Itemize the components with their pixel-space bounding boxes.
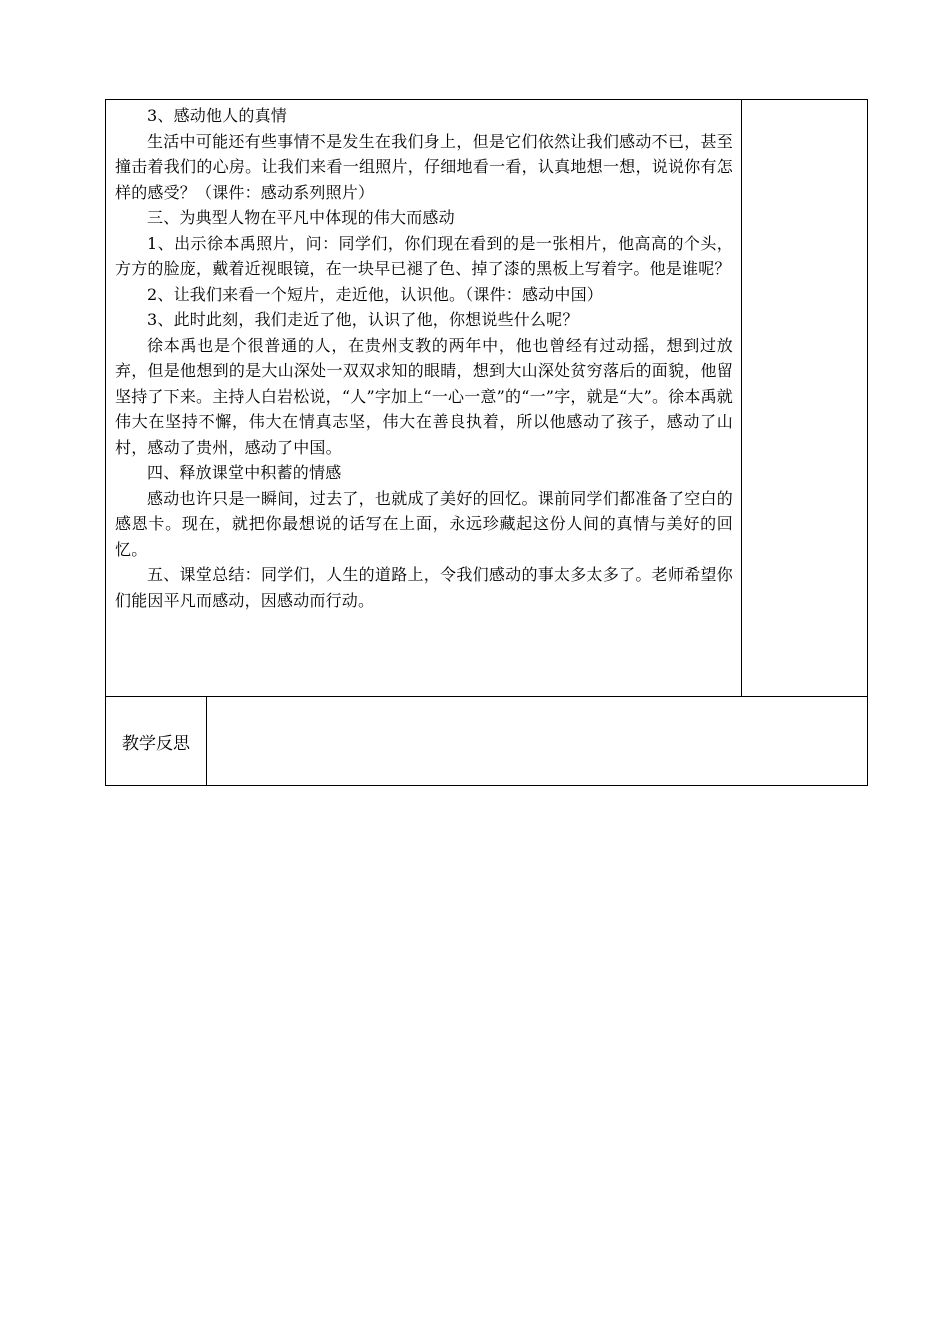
reflection-label: 教学反思 <box>106 697 207 785</box>
paragraph: 感动也许只是一瞬间，过去了，也就成了美好的回忆。课前同学们都准备了空白的感恩卡。现在，就把你最想说的话写在上面，永远珍藏起这份人间的真情与美好的回忆。 <box>115 488 733 559</box>
paragraph: 3、感动他人的真情 <box>147 106 287 125</box>
lesson-plan-table <box>105 99 868 786</box>
paragraph: 生活中可能还有些事情不是发生在我们身上，但是它们依然让我们感动不已，甚至撞击着我们的心房。让我们来看一组照片，仔细地看一看，认真地想一想，说说你有怎样的感受？（课件：感动系列照片） <box>115 131 733 202</box>
paragraph: 3、此时此刻，我们走近了他，认识了他，你想说些什么呢？ <box>147 310 579 329</box>
paragraph: 四、释放课堂中积蓄的情感 <box>147 463 342 482</box>
paragraph: 2、让我们来看一个短片，走近他，认识他。（课件：感动中国） <box>147 284 603 304</box>
paragraph: 五、课堂总结：同学们，人生的道路上，令我们感动的事太多太多了。老师希望你们能因平凡而感动，因感动而行动。 <box>115 565 733 610</box>
paragraph: 三、为典型人物在平凡中体现的伟大而感动 <box>147 208 455 227</box>
notes-cell <box>742 100 867 697</box>
paragraph: 1、出示徐本禹照片，问：同学们，你们现在看到的是一张相片，他高高的个头，方方的脸庞，戴着近视眼镜，在一块早已褪了色、掉了漆的黑板上写着字。他是谁呢？ <box>115 233 733 278</box>
paragraph: 徐本禹也是个很普通的人，在贵州支教的两年中，他也曾经有过动摇，想到过放弃，但是他想到的是大山深处一双双求知的眼睛，想到大山深处贫穷落后的面貌，他留坚持了下来。主持人白岩松说，“人”字加上“一心一意”的“一”字，就是“大”。徐本禹就伟大在坚持不懈，伟大在情真志坚，伟大在善良执着，所以他感动了孩子，感动了山村，感动了贵州，感动了中国。 <box>115 335 733 457</box>
reflection-body-cell <box>207 697 867 785</box>
lesson-content-cell <box>106 100 742 697</box>
